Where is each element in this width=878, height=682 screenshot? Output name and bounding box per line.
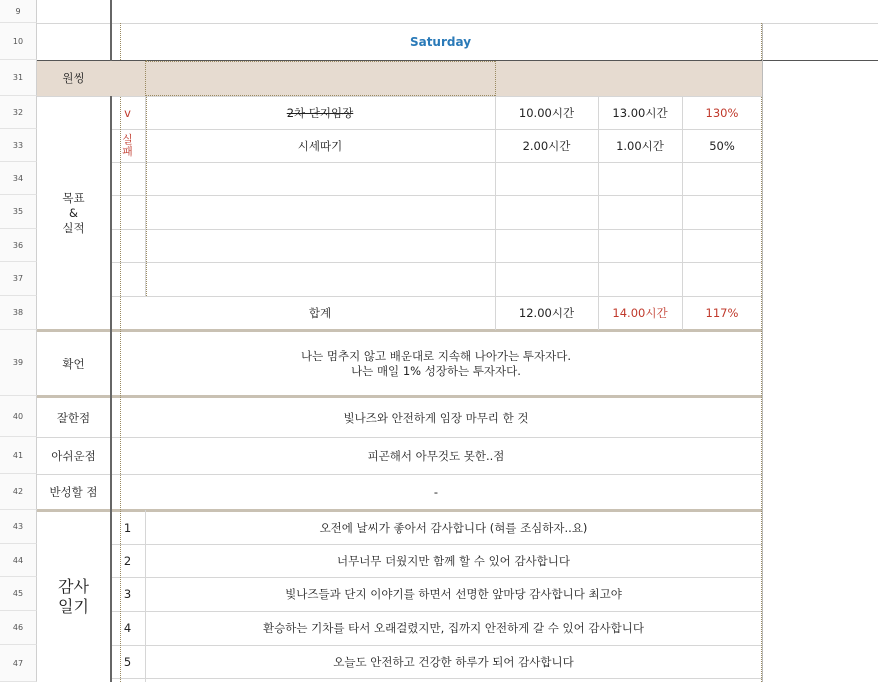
row-number[interactable]: 10 [0, 23, 37, 60]
row-number[interactable]: 42 [0, 474, 37, 510]
wonsing-label[interactable]: 원씽 [62, 71, 85, 85]
row-number[interactable]: 41 [0, 437, 37, 474]
row-number[interactable]: 38 [0, 296, 37, 330]
row-number[interactable]: 46 [0, 611, 37, 645]
row-number[interactable]: 31 [0, 60, 37, 96]
row-number[interactable]: 39 [0, 330, 37, 396]
row-number[interactable]: 37 [0, 262, 37, 296]
goal-plan[interactable]: 10.00시간 [518, 105, 575, 120]
row-number[interactable]: 32 [0, 96, 37, 129]
gratitude-text[interactable]: 빛나즈들과 단지 이야기를 하면서 선명한 앞마당 감사합니다 최고야 [285, 587, 622, 601]
goal-mark[interactable]: 실 패 [122, 132, 133, 158]
goal-actual[interactable]: 1.00시간 [616, 138, 664, 153]
good-text[interactable]: 빛나즈와 안전하게 임장 마무리 한 것 [343, 410, 529, 425]
gratitude-label[interactable]: 감사 일기 [58, 577, 89, 616]
row-number[interactable]: 36 [0, 229, 37, 262]
goal-mark[interactable]: v [124, 105, 131, 120]
gratitude-text[interactable]: 너무너무 더웠지만 함께 할 수 있어 감사합니다 [336, 553, 570, 568]
gratitude-number[interactable]: 5 [123, 654, 132, 669]
row-number[interactable]: 9 [0, 0, 37, 23]
row-number[interactable]: 45 [0, 577, 37, 611]
gratitude-number[interactable]: 3 [123, 587, 132, 601]
gratitude-text[interactable]: 환승하는 기차를 타서 오래걸렸지만, 집까지 안전하게 갈 수 있어 감사합니다 [263, 621, 644, 635]
gratitude-number[interactable]: 2 [123, 553, 132, 568]
goal-plan[interactable]: 2.00시간 [522, 138, 571, 153]
goals-label[interactable]: 목표 & 실적 [62, 190, 85, 235]
row-number[interactable]: 33 [0, 129, 37, 162]
goal-task[interactable]: 시세따기 [297, 138, 343, 153]
reflect-text[interactable]: - [433, 484, 439, 499]
row-number[interactable]: 35 [0, 195, 37, 229]
total-actual[interactable]: 14.00시간 [612, 306, 668, 320]
goal-task[interactable]: 2차 단지임장 [286, 105, 354, 120]
gratitude-text[interactable]: 오늘도 안전하고 건강한 하루가 되어 감사합니다 [333, 654, 574, 669]
affirmation-label[interactable]: 확언 [62, 356, 85, 371]
day-header[interactable]: Saturday [409, 34, 472, 49]
gratitude-number[interactable]: 4 [123, 621, 132, 635]
gratitude-number[interactable]: 1 [123, 521, 132, 535]
affirmation-text[interactable]: 나는 멈추지 않고 배운대로 지속해 나아가는 투자자다. 나는 매일 1% 성장하는 투자자다. [301, 348, 571, 378]
reflect-label[interactable]: 반성할 점 [49, 484, 98, 499]
total-plan[interactable]: 12.00시간 [518, 306, 575, 320]
row-number[interactable]: 43 [0, 510, 37, 544]
total-rate[interactable]: 117% [705, 306, 739, 320]
gratitude-text[interactable]: 오전에 날씨가 좋아서 감사합니다 (혀를 조심하자..요) [319, 521, 588, 535]
row-number[interactable]: 40 [0, 396, 37, 437]
goal-actual[interactable]: 13.00시간 [612, 105, 668, 120]
row-number[interactable]: 44 [0, 544, 37, 577]
regret-label[interactable]: 아쉬운점 [51, 448, 96, 463]
total-label[interactable]: 합계 [308, 306, 332, 320]
row-number[interactable]: 34 [0, 162, 37, 195]
good-label[interactable]: 잘한점 [56, 410, 91, 425]
regret-text[interactable]: 피곤해서 아무것도 못한..점 [367, 448, 505, 463]
goal-rate[interactable]: 50% [709, 138, 735, 153]
goal-rate[interactable]: 130% [705, 105, 739, 120]
row-number[interactable]: 47 [0, 645, 37, 682]
